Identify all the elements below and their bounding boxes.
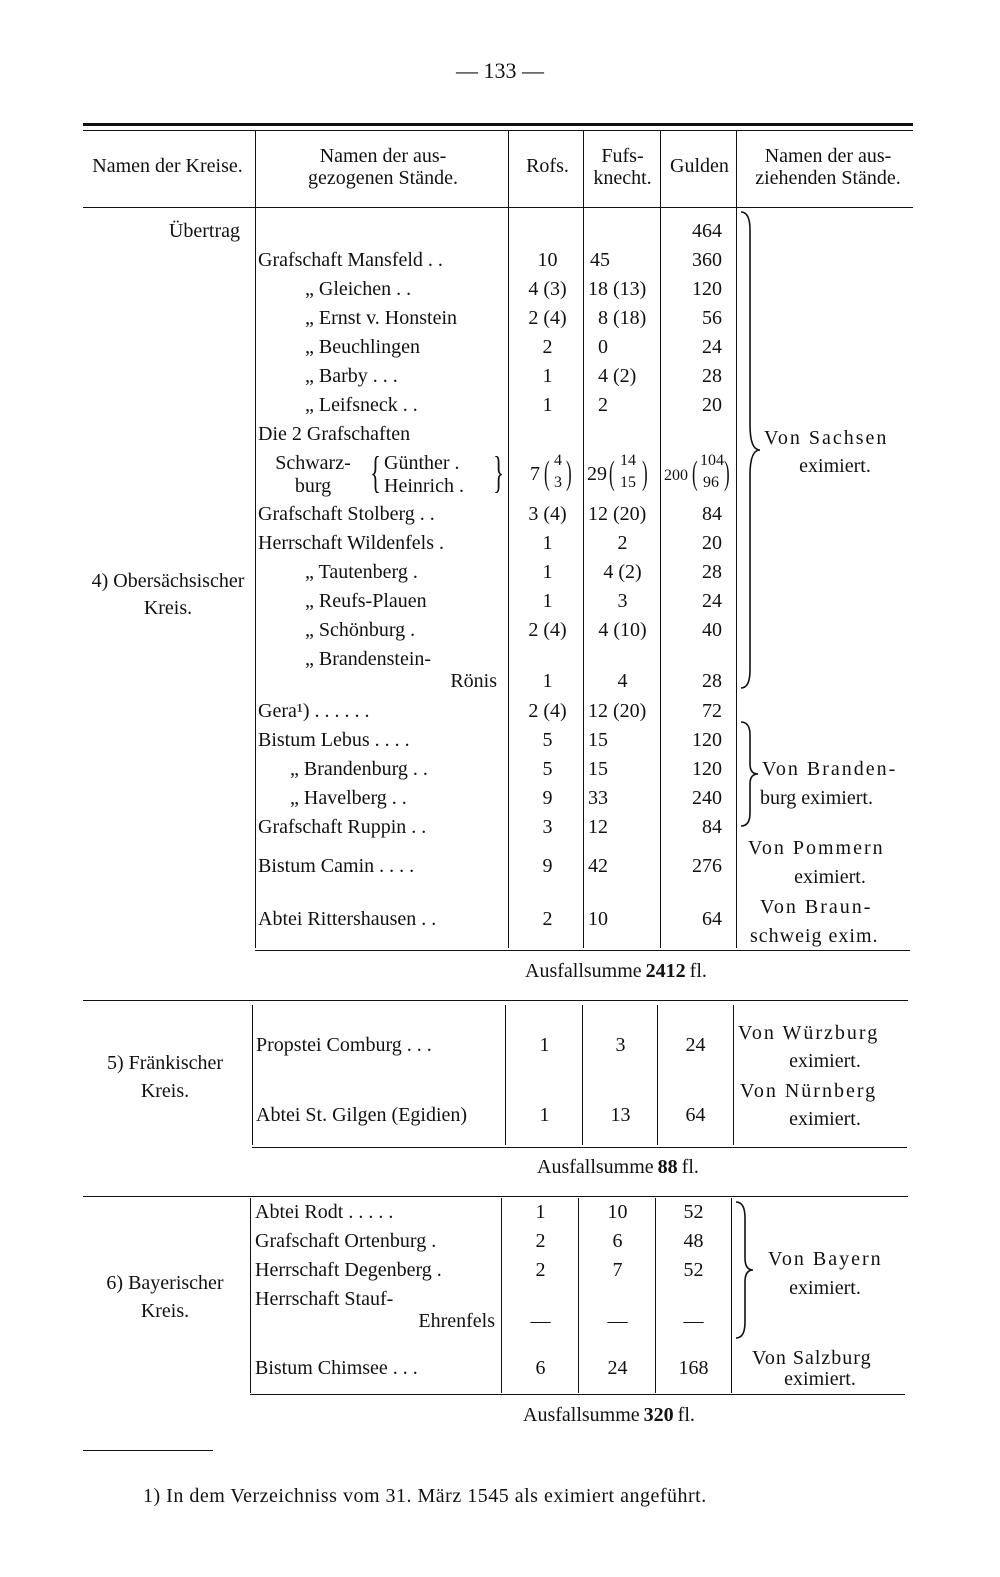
paren: )	[566, 455, 572, 492]
eximiert-note: eximiert.	[789, 1050, 861, 1072]
paren: (	[544, 455, 550, 492]
fuss-value: 24	[607, 1357, 628, 1379]
fuss-value: 45	[590, 249, 610, 271]
stand-name: Bistum Lebus . . . .	[258, 729, 410, 751]
ross-value: 9	[542, 787, 553, 809]
stand-name: „ Havelberg . .	[290, 787, 407, 809]
col-line	[501, 1198, 502, 1393]
fuss-value: 4 (2)	[603, 561, 642, 583]
eximiert-note: Von Sachsen	[764, 427, 889, 449]
stand-name: „ Schönburg .	[305, 619, 416, 641]
ross-value: 1	[539, 1034, 550, 1056]
stand-name: Grafschaft Ruppin . .	[258, 816, 427, 838]
fuss-value: 4 (2)	[598, 365, 637, 387]
eximiert-note: eximiert.	[789, 1277, 861, 1299]
fuss-value: 10	[607, 1201, 628, 1223]
ross-value: 1	[542, 394, 553, 416]
kreis-name: Kreis.	[140, 1080, 190, 1102]
col-line	[578, 1198, 579, 1393]
gulden-value: 52	[683, 1259, 704, 1281]
stand-name: burg	[294, 475, 332, 497]
gulden-value: 276	[692, 855, 722, 877]
fuss-value: 7	[612, 1259, 623, 1281]
col-line	[250, 1198, 251, 1393]
ross-value: 4 (3)	[528, 278, 567, 300]
section-rule	[255, 950, 910, 951]
bayern-brace	[733, 1200, 763, 1340]
col-line	[255, 130, 256, 948]
gulden-value: 120	[692, 278, 722, 300]
sum-value: 320	[643, 1404, 674, 1426]
ross-value: 2	[535, 1259, 546, 1281]
fuss-value: 18 (13)	[588, 278, 647, 300]
gulden-value: 40	[702, 619, 722, 641]
fuss-value: 42	[588, 855, 608, 877]
sachsen-brace	[738, 210, 768, 690]
ross-value: 3 (4)	[528, 503, 567, 525]
right-brace: }	[493, 448, 504, 497]
fuss-value: 10	[588, 908, 608, 930]
stand-name: „ Reufs-Plauen	[305, 590, 427, 612]
ross-value: 2	[542, 336, 553, 358]
paren: (	[609, 455, 615, 492]
sum-value: 2412	[645, 960, 686, 982]
ross-value: 1	[539, 1104, 550, 1126]
fuss-value: 12 (20)	[588, 700, 647, 722]
eximiert-note: schweig exim.	[750, 925, 879, 947]
header-rule	[83, 207, 913, 208]
ross-value: 1	[542, 532, 553, 554]
fuss-value: 3	[615, 1034, 626, 1056]
sum-label: Ausfallsumme	[523, 1404, 640, 1426]
stand-name: Günther .	[384, 452, 460, 474]
uebertrag-gulden: 464	[692, 220, 722, 242]
fuss-value: 3	[617, 590, 628, 612]
section-rule	[83, 1000, 908, 1001]
fuss-value: 33	[588, 787, 608, 809]
stand-name: „ Brandenstein-	[305, 648, 432, 670]
ross-value: 7	[530, 463, 540, 485]
stand-name: Grafschaft Mansfeld . .	[258, 249, 443, 271]
paren: )	[724, 455, 730, 492]
stand-name: Abtei St. Gilgen (Egidien)	[256, 1104, 468, 1126]
ross-value: 1	[542, 590, 553, 612]
gulden-value: 28	[702, 670, 722, 692]
gulden-value: 28	[702, 365, 722, 387]
fuss-value: 2	[617, 532, 628, 554]
gulden-value: 52	[683, 1201, 704, 1223]
eximiert-note: eximiert.	[789, 1108, 861, 1130]
sum-unit: fl.	[689, 960, 707, 982]
eximiert-note: Von Branden-	[762, 758, 898, 780]
stand-name: Heinrich .	[384, 475, 464, 497]
ross-value: 2 (4)	[528, 307, 567, 329]
section-rule	[83, 1196, 908, 1197]
ross-value: 4	[554, 452, 562, 469]
gulden-value: 120	[692, 729, 722, 751]
fuss-value: 12	[588, 816, 608, 838]
col-line	[505, 1005, 506, 1145]
ross-value: 1	[535, 1201, 546, 1223]
fuss-value: 4	[617, 670, 628, 692]
ross-value: 6	[535, 1357, 546, 1379]
gulden-value: —	[683, 1310, 704, 1332]
gulden-value: 240	[692, 787, 722, 809]
stand-name: Gera¹) . . . . . .	[258, 700, 370, 722]
ross-value: 2 (4)	[528, 619, 567, 641]
gulden-value: 48	[683, 1230, 704, 1252]
ross-value: 2 (4)	[528, 700, 567, 722]
col-line	[731, 1198, 732, 1393]
gulden-value: 72	[702, 700, 722, 722]
fuss-value: 8 (18)	[598, 307, 647, 329]
stand-name: „ Ernst v. Honstein	[305, 307, 458, 329]
paren: (	[692, 455, 698, 492]
stand-name: Ehrenfels	[418, 1310, 495, 1332]
gulden-value: 168	[678, 1357, 709, 1379]
section-rule	[252, 1147, 907, 1148]
eximiert-note: Von Pommern	[748, 837, 885, 859]
stand-name: Grafschaft Stolberg . .	[258, 503, 435, 525]
stand-name: Grafschaft Ortenburg .	[255, 1230, 437, 1252]
kreis-name: 5) Fränkischer	[106, 1052, 224, 1074]
gulden-value: 120	[692, 758, 722, 780]
ross-value: 3	[554, 474, 562, 491]
stand-name: „ Gleichen . .	[305, 278, 412, 300]
eximiert-note: eximiert.	[799, 455, 871, 477]
ross-value: 5	[542, 758, 553, 780]
gulden-value: 24	[702, 336, 722, 358]
sum-label: Ausfallsumme	[537, 1156, 654, 1178]
gulden-value: 96	[703, 474, 719, 491]
kreis-name: 4) Obersächsischer	[91, 570, 245, 592]
fuss-value: 14	[620, 452, 636, 469]
header-fuss-2: knecht.	[593, 167, 652, 189]
uebertrag-label: Übertrag	[168, 220, 240, 242]
ross-value: 2	[542, 908, 553, 930]
sum-unit: fl.	[681, 1156, 699, 1178]
ross-value: 2	[535, 1230, 546, 1252]
col-line	[733, 1005, 734, 1145]
eximiert-note: Von Salzburg	[752, 1347, 872, 1369]
ross-value: 10	[537, 249, 558, 271]
kreis-name: 6) Bayerischer	[106, 1272, 224, 1294]
eximiert-note: eximiert.	[794, 866, 866, 888]
ross-value: —	[530, 1310, 551, 1332]
stand-name: „ Tautenberg .	[305, 561, 418, 583]
gulden-value: 64	[702, 908, 722, 930]
stand-name: „ Leifsneck . .	[305, 394, 418, 416]
eximiert-note: Von Würzburg	[738, 1022, 880, 1044]
ross-value: 1	[542, 561, 553, 583]
gulden-value: 84	[702, 816, 722, 838]
stand-name: Propstei Comburg . . .	[256, 1034, 432, 1056]
fuss-value: 29	[587, 463, 607, 485]
header-ausgezogenen-1: Namen der aus-	[319, 145, 447, 167]
col-line	[252, 1005, 253, 1145]
col-line	[660, 130, 661, 948]
header-ross: Rofs.	[526, 155, 569, 177]
gulden-value: 28	[702, 561, 722, 583]
fuss-value: 6	[612, 1230, 623, 1252]
gulden-value: 24	[702, 590, 722, 612]
eximiert-note: Von Nürnberg	[740, 1080, 878, 1102]
fuss-value: 15	[620, 474, 636, 491]
stand-name: Rönis	[450, 670, 497, 692]
stand-name: Die 2 Grafschaften	[258, 423, 411, 445]
ross-value: 5	[542, 729, 553, 751]
footnote: 1) In dem Verzeichniss vom 31. März 1545 als eximiert angeführt.	[143, 1485, 707, 1507]
kreis-name: Kreis.	[143, 597, 193, 619]
gulden-value: 104	[700, 452, 724, 469]
stand-name: Herrschaft Degenberg .	[255, 1259, 442, 1281]
gulden-value: 24	[685, 1034, 706, 1056]
fuss-value: 12 (20)	[588, 503, 647, 525]
top-rule-thin	[83, 130, 913, 131]
gulden-value: 64	[685, 1104, 706, 1126]
footnote-rule	[83, 1450, 213, 1451]
eximiert-note: eximiert.	[784, 1368, 856, 1390]
gulden-value: 360	[692, 249, 722, 271]
fuss-value: 13	[610, 1104, 631, 1126]
ross-value: 1	[542, 365, 553, 387]
stand-name: Abtei Rodt . . . . .	[255, 1201, 394, 1223]
header-ausgezogenen-2: gezogenen Stände.	[308, 167, 458, 189]
header-kreise: Namen der Kreise.	[92, 155, 243, 177]
sum-label: Ausfallsumme	[525, 960, 642, 982]
fuss-value: 15	[588, 758, 608, 780]
sum-unit: fl.	[677, 1404, 695, 1426]
stand-name: Herrschaft Stauf-	[255, 1288, 394, 1310]
top-rule-thick	[83, 123, 913, 126]
stand-name: Herrschaft Wildenfels .	[258, 532, 444, 554]
page-number: — 133 —	[456, 58, 544, 83]
eximiert-note: Von Bayern	[768, 1248, 883, 1270]
eximiert-note: Von Braun-	[760, 896, 873, 918]
ausfallsumme-6	[523, 1404, 695, 1426]
section-rule	[250, 1394, 905, 1395]
ausfallsumme-5	[537, 1156, 699, 1178]
sum-value: 88	[657, 1156, 678, 1178]
stand-name: „ Barby . . .	[305, 365, 398, 387]
ross-value: 3	[542, 816, 553, 838]
gulden-value: 20	[702, 394, 722, 416]
stand-name: Bistum Chimsee . . .	[255, 1357, 418, 1379]
ross-value: 1	[542, 670, 553, 692]
kreis-name: Kreis.	[140, 1300, 190, 1322]
stand-name: „ Brandenburg . .	[290, 758, 428, 780]
fuss-value: 15	[588, 729, 608, 751]
col-line	[736, 130, 737, 948]
header-ausziehenden-2: ziehenden Stände.	[755, 167, 901, 189]
fuss-value: 4 (10)	[598, 619, 647, 641]
fuss-value: 2	[598, 394, 608, 416]
gulden-value: 20	[702, 532, 722, 554]
left-brace: {	[370, 448, 381, 497]
stand-name: „ Beuchlingen	[305, 336, 420, 358]
paren: )	[642, 455, 648, 492]
stand-name: Bistum Camin . . . .	[258, 855, 415, 877]
stand-name: Schwarz-	[275, 452, 351, 474]
ross-value: 9	[542, 855, 553, 877]
fuss-value: 0	[598, 336, 608, 358]
header-ausziehenden-1: Namen der aus-	[764, 145, 892, 167]
fuss-value: —	[607, 1310, 628, 1332]
stand-name: Abtei Rittershausen . .	[258, 908, 437, 930]
col-line	[508, 130, 509, 948]
eximiert-note: burg eximiert.	[760, 787, 873, 809]
gulden-value: 200	[664, 467, 688, 484]
header-fuss-1: Fufs-	[601, 145, 644, 167]
gulden-value: 56	[702, 307, 722, 329]
gulden-value: 84	[702, 503, 722, 525]
ausfallsumme-4	[525, 960, 707, 982]
header-gulden: Gulden	[670, 155, 729, 177]
